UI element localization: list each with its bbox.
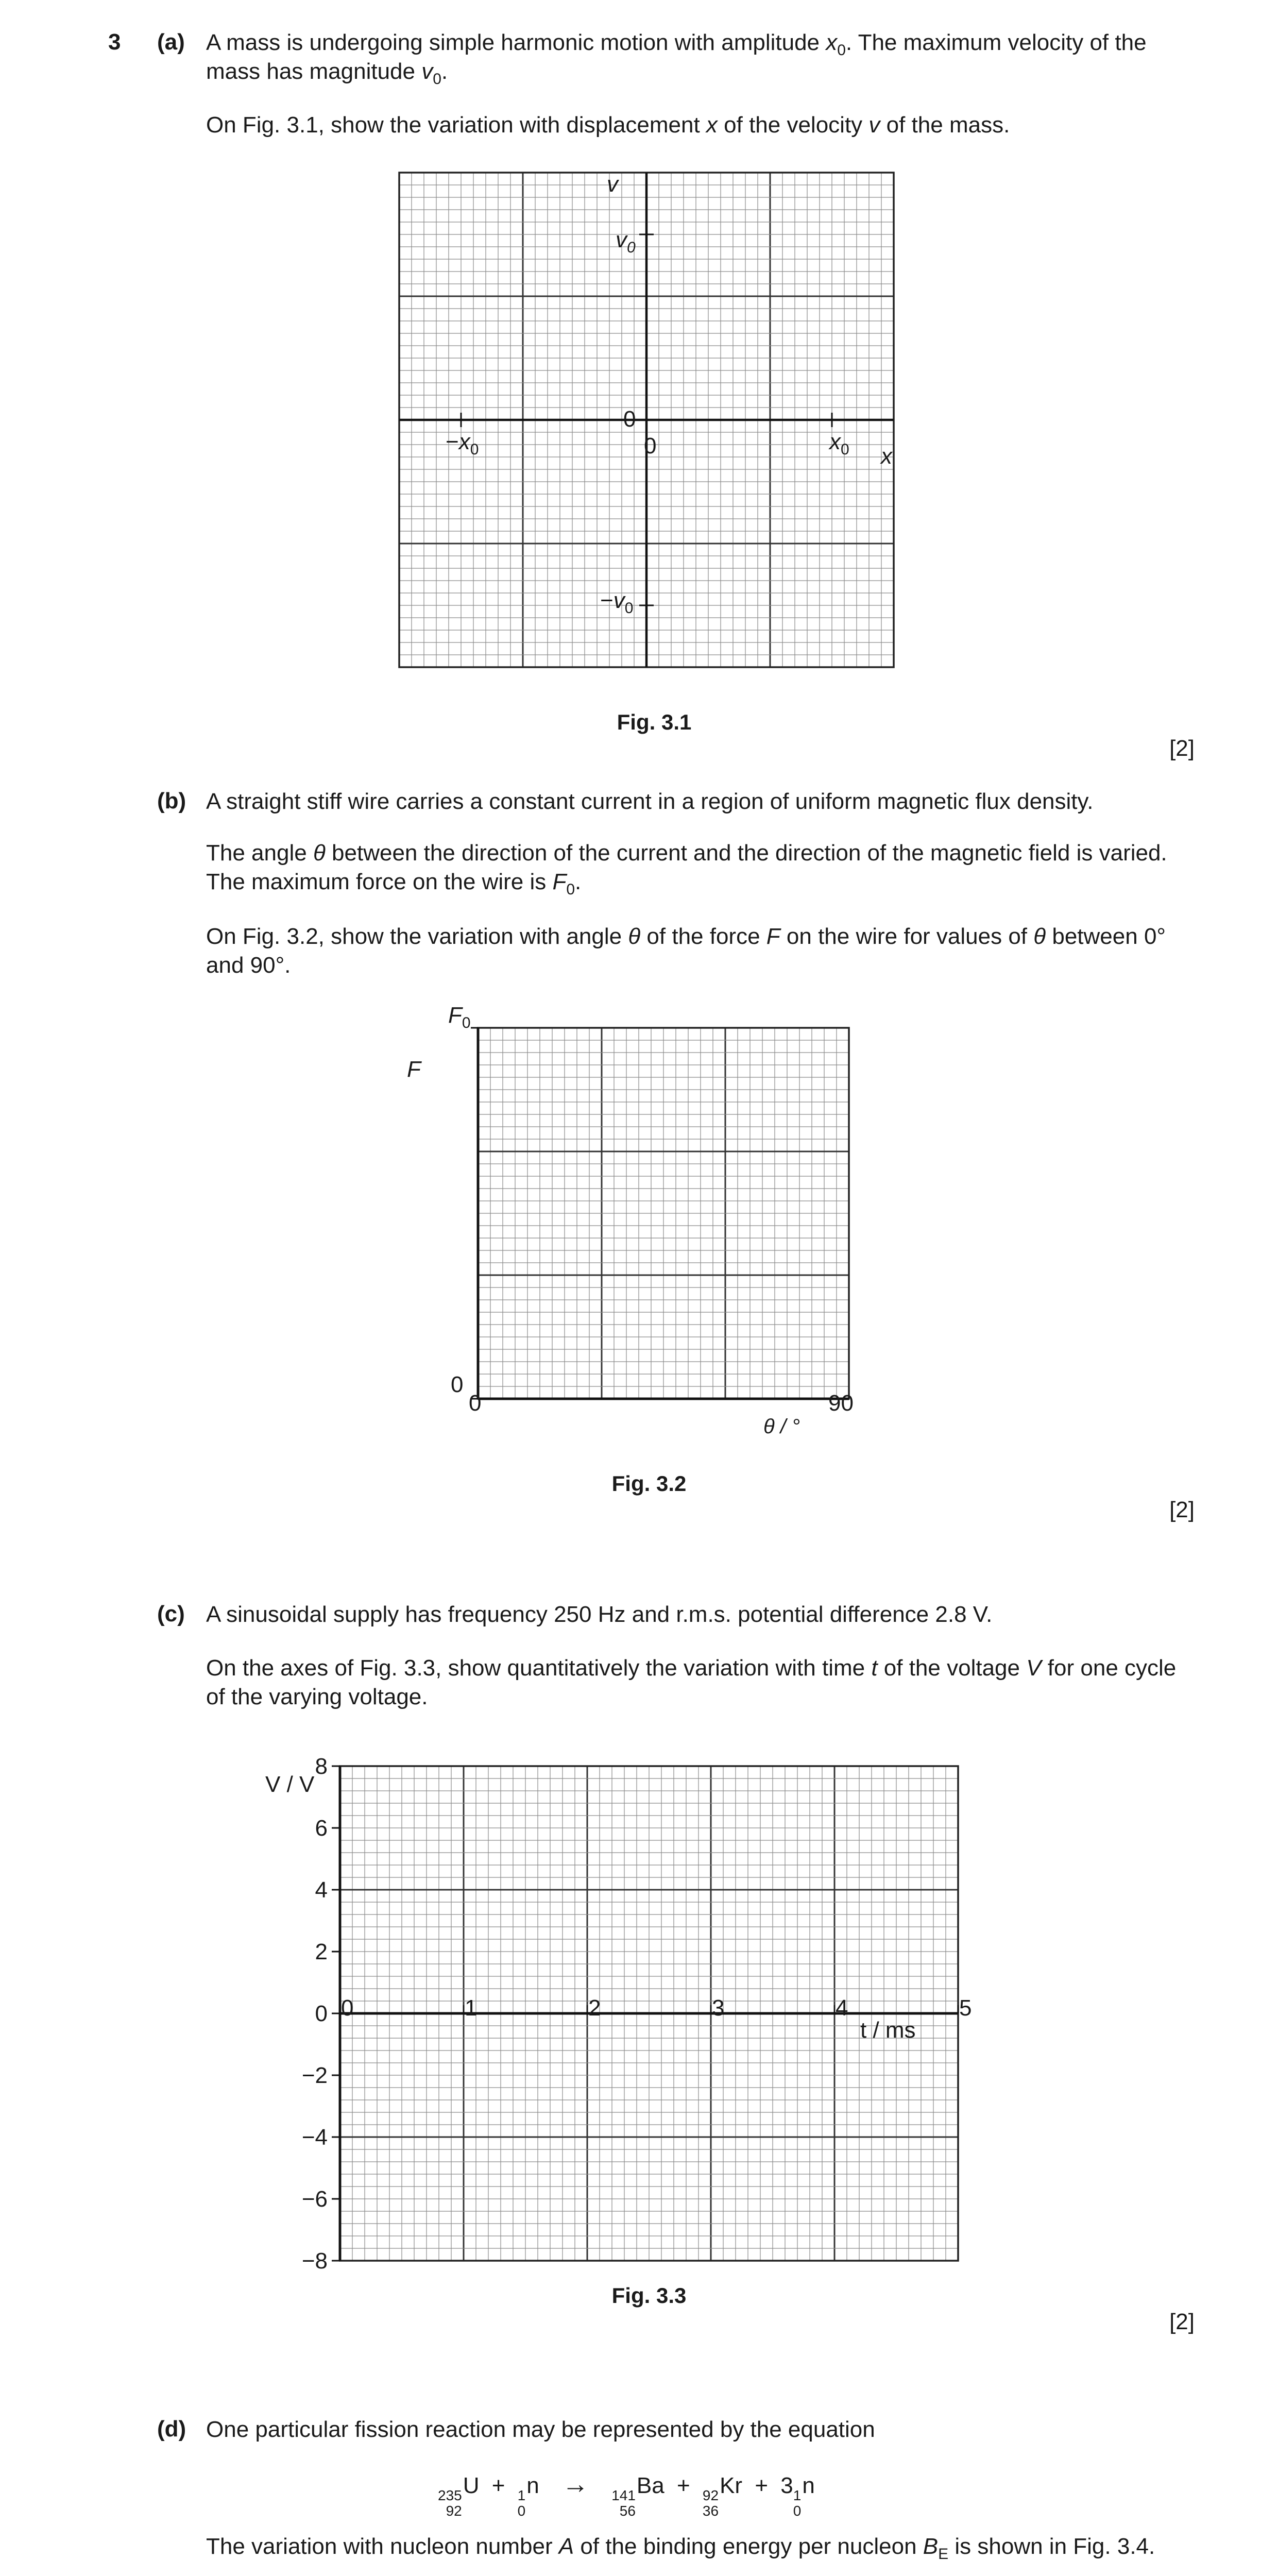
grid-border: [399, 173, 894, 667]
x-tick-label: 2: [588, 1995, 601, 2021]
y-axis-label: v: [607, 172, 618, 197]
question-number: 3: [108, 29, 121, 55]
y-tick-label: −6: [301, 2187, 328, 2212]
part-c-marks: [2]: [1169, 2309, 1195, 2334]
part-a-text: A mass is undergoing simple harmonic motion with amplitude $x_0$. The maximum velocity of the mass has magnitude $v_0$.: [206, 30, 1147, 88]
part-c-instruction: On the axes of Fig. 3.3, show quantitatively the variation with time t of the voltage V for one cycle of the varying voltage.: [206, 1655, 1177, 1709]
y-axis-label: V / V: [265, 1772, 315, 1797]
y-tick-label: 4: [315, 1877, 328, 1903]
part-a-label: (a): [157, 29, 185, 55]
x-tick-0: 0: [469, 1391, 482, 1416]
part-a-marks: [2]: [1169, 736, 1195, 761]
fig-3-2-caption: Fig. 3.2: [611, 1471, 687, 1496]
fig-3-1-caption: Fig. 3.1: [617, 710, 692, 734]
fission-equation: 235 92 U + 1 0 n → 141 56 Ba + 92 36 Kr + 3 1 0 n: [438, 2469, 815, 2519]
x-axis-label: t / ms: [860, 2018, 916, 2043]
y-tick-0: 0: [451, 1372, 464, 1397]
fig-3-2-labels: [407, 1003, 854, 1438]
part-d-text: One particular fission reaction may be represented by the equation: [206, 2417, 875, 2442]
x-axis-label: θ / °: [763, 1415, 800, 1438]
part-b-angle-text: The angle θ between the direction of the current and the direction of the magnetic field is varied. The maximum force on the wire is $F_0$.: [206, 840, 1167, 898]
grid-border: [478, 1028, 849, 1399]
y-tick-label: −4: [301, 2125, 328, 2150]
x-axis-label: x: [881, 444, 892, 469]
y-tick-F0: $F_0$: [448, 1003, 471, 1031]
part-b-label: (b): [157, 788, 186, 814]
y-tick-neg-v0: $-v_0$: [600, 588, 634, 617]
x-tick-90: 90: [828, 1391, 854, 1416]
y-tick-label: 0: [315, 2001, 328, 2026]
y-tick-label: 8: [315, 1754, 328, 1779]
part-b-text: A straight stiff wire carries a constant current in a region of uniform magnetic flux density.: [206, 789, 1094, 814]
y-tick-label: 2: [315, 1939, 328, 1964]
x-tick-0: 0: [644, 433, 657, 459]
x-tick-label: 1: [465, 1995, 478, 2021]
part-d-binding-energy-text: The variation with nucleon number A of the binding energy per nucleon $B_E$ is shown in Fig. 3.4.: [206, 2534, 1155, 2563]
x-tick-label: 3: [712, 1995, 725, 2021]
y-tick-v0: $v_0$: [616, 227, 636, 256]
part-b-marks: [2]: [1169, 1497, 1195, 1522]
part-b-instruction: On Fig. 3.2, show the variation with angle θ of the force F on the wire for values of θ between 0° and 90°.: [206, 924, 1166, 978]
y-tick-label: 6: [315, 1816, 328, 1841]
part-c-label: (c): [157, 1601, 185, 1626]
y-tick-label: −2: [301, 2063, 328, 2088]
part-a-instruction: On Fig. 3.1, show the variation with displacement x of the velocity v of the mass.: [206, 112, 1010, 138]
fig-3-1-labels: [446, 172, 893, 617]
x-tick-x0: $x_0$: [829, 429, 849, 458]
x-tick-label: 0: [341, 1995, 354, 2021]
fig-3-3-caption: Fig. 3.3: [611, 2283, 687, 2308]
part-d-label: (d): [157, 2416, 186, 2442]
grid-border: [340, 1766, 958, 2261]
y-tick-label: −8: [301, 2248, 328, 2274]
y-axis-label: F: [407, 1057, 421, 1082]
x-tick-neg-x0: $-x_0$: [446, 429, 479, 458]
x-tick-label: 4: [836, 1995, 848, 2021]
part-c-text: A sinusoidal supply has frequency 250 Hz and r.m.s. potential difference 2.8 V.: [206, 1602, 993, 1627]
y-tick-0: 0: [623, 406, 636, 432]
x-tick-label: 5: [959, 1995, 972, 2021]
fig-3-3-labels: [265, 1772, 916, 2043]
